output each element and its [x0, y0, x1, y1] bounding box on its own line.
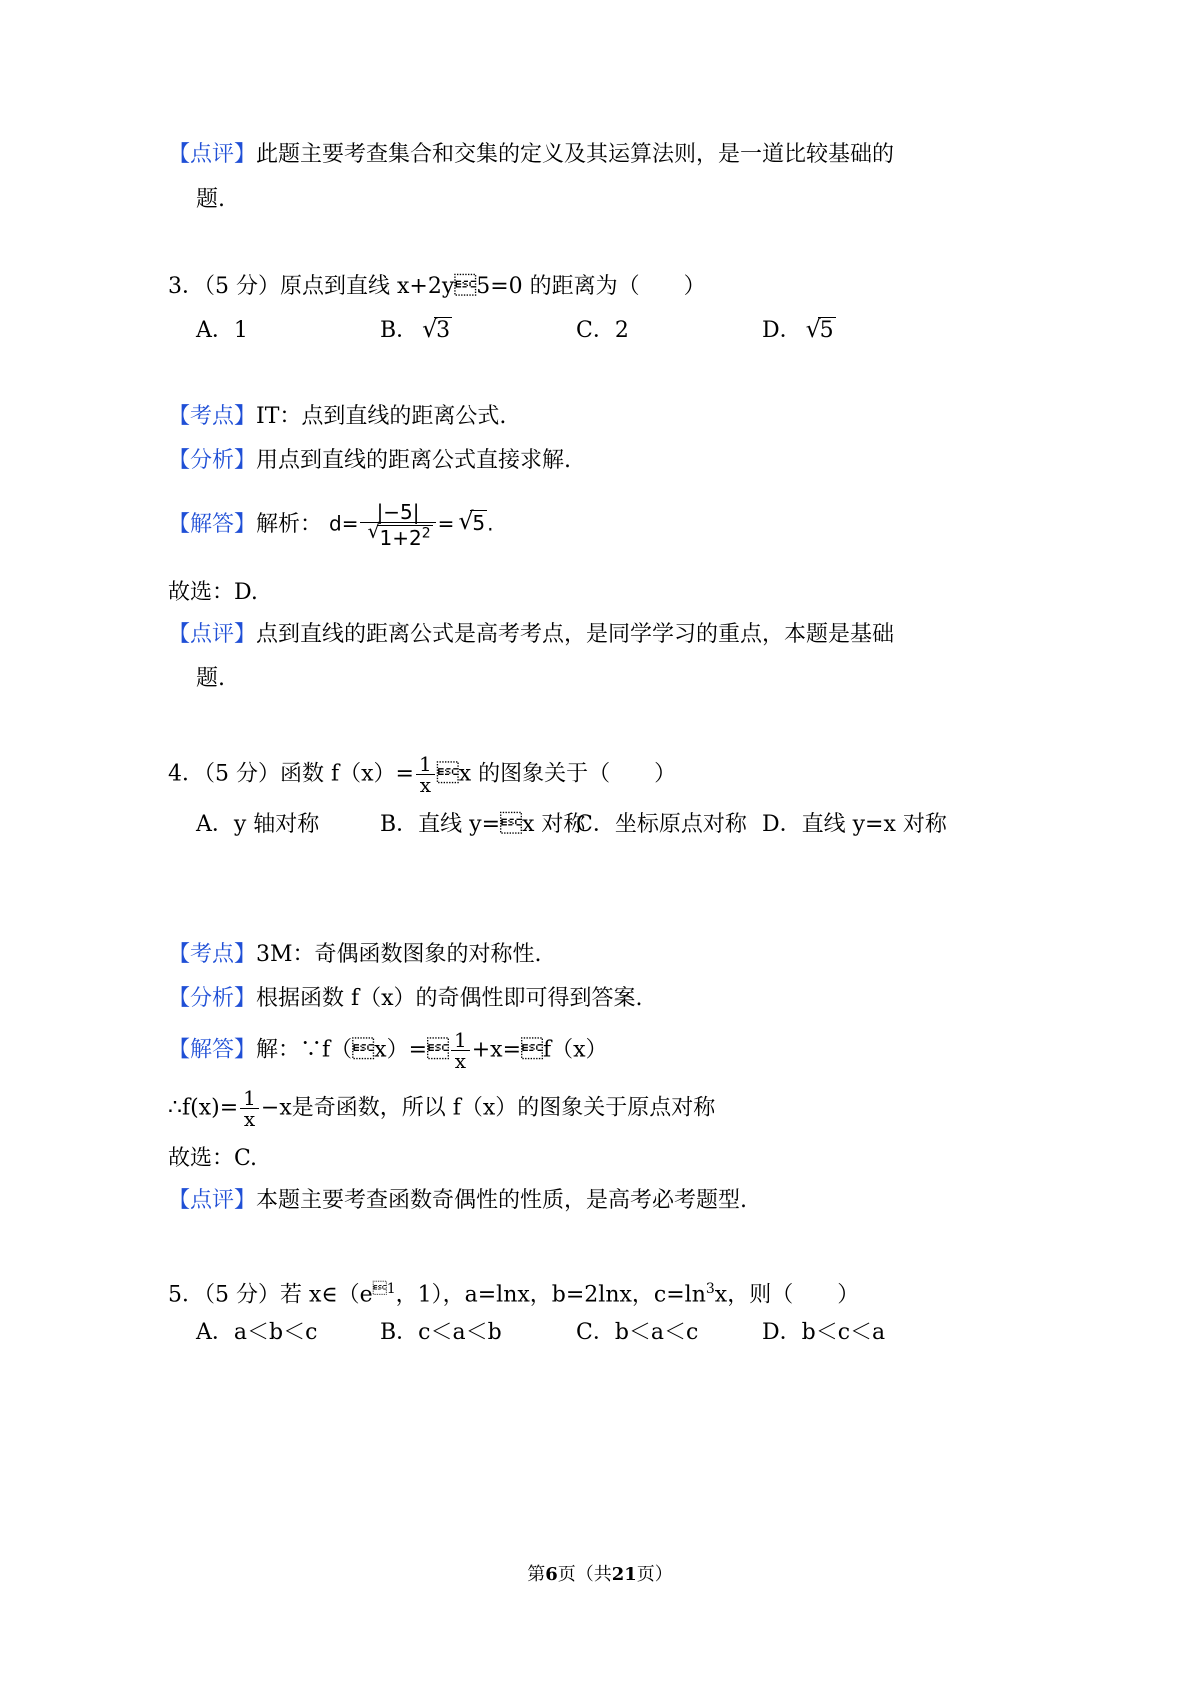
review-text-cont: 题. — [196, 187, 225, 212]
q3-review-line-1: 【点评】点到直线的距离公式是高考考点，是同学学习的重点，本题是基础 — [168, 622, 895, 647]
q3-answer: 故选：D. — [168, 580, 258, 605]
current-page: 6 — [545, 1564, 558, 1585]
q4-option-b: B．直线 y=x 对称 — [380, 812, 586, 837]
q4-option-a: A．y 轴对称 — [196, 812, 320, 837]
distance-formula: d= |−5| √ $1+2^2$ = √ 5 . — [329, 500, 494, 550]
q4-jieda: 【解答】解：∵f（x）= $\frac{1}{x}$ +x=f（x） — [168, 1028, 608, 1073]
q3-option-b: B． √ 3 — [380, 316, 452, 346]
sqrt-5: √ 5 — [805, 315, 834, 343]
q4-stem: 4．（5 分）函数 f（x）= $\frac{1}{x}$ x 的图象关于（ ） — [168, 752, 677, 797]
q3-fenxi: 【分析】用点到直线的距离公式直接求解. — [168, 448, 572, 473]
q3-option-c: C．2 — [576, 318, 629, 343]
q4-option-c: C．坐标原点对称 — [576, 812, 747, 837]
q5-option-b: B．c＜a＜b — [380, 1320, 502, 1345]
q4-fenxi: 【分析】根据函数 f（x）的奇偶性即可得到答案. — [168, 986, 643, 1011]
q3-jieda: 【解答】解析： d= |−5| √ $1+2^2$ = √ 5 . — [168, 500, 494, 550]
prev-review-line-2 — [196, 185, 225, 215]
q4-kaodian: 【考点】3M：奇偶函数图象的对称性. — [168, 942, 542, 967]
q5-option-d: D．b＜c＜a — [762, 1320, 886, 1345]
review-text: 此题主要考查集合和交集的定义及其运算法则，是一道比较基础的 — [256, 142, 895, 167]
q3-review-line-2: 题. — [196, 666, 225, 691]
q5-option-c: C．b＜a＜c — [576, 1320, 699, 1345]
q3-stem: 3．（5 分）原点到直线 x+2y5=0 的距离为（ ） — [168, 274, 706, 299]
q4-answer: 故选：C. — [168, 1146, 258, 1171]
fraction-1-over-x: $\frac{1}{x}$ — [416, 754, 435, 795]
q5-stem: 5．（5 分）若 $x\in(e^{1}$，1），a=lnx，b=2lnx，$c=\ln^3x$，则（ ） — [168, 1281, 860, 1308]
q3-option-a: A．1 — [196, 318, 248, 343]
q3-kaodian: 【考点】IT：点到直线的距离公式. — [168, 404, 507, 429]
q4-review: 【点评】本题主要考查函数奇偶性的性质，是高考必考题型. — [168, 1188, 748, 1213]
sqrt-3: √ 3 — [422, 315, 451, 343]
q4-therefore: ∴f(x)= $\frac{1}{x}$ −x是奇函数，所以 f（x）的图象关于原点对称 — [168, 1086, 716, 1131]
review-tag: 【点评】 — [168, 142, 257, 167]
q3-option-d: D． √ 5 — [762, 316, 836, 346]
total-pages: 21 — [611, 1564, 637, 1585]
page-footer: 第6页（共21页） — [527, 1564, 673, 1585]
prev-review-line-1 — [168, 140, 894, 170]
q4-option-d: D．直线 y=x 对称 — [762, 812, 947, 837]
q5-option-a: A．a＜b＜c — [196, 1320, 318, 1345]
